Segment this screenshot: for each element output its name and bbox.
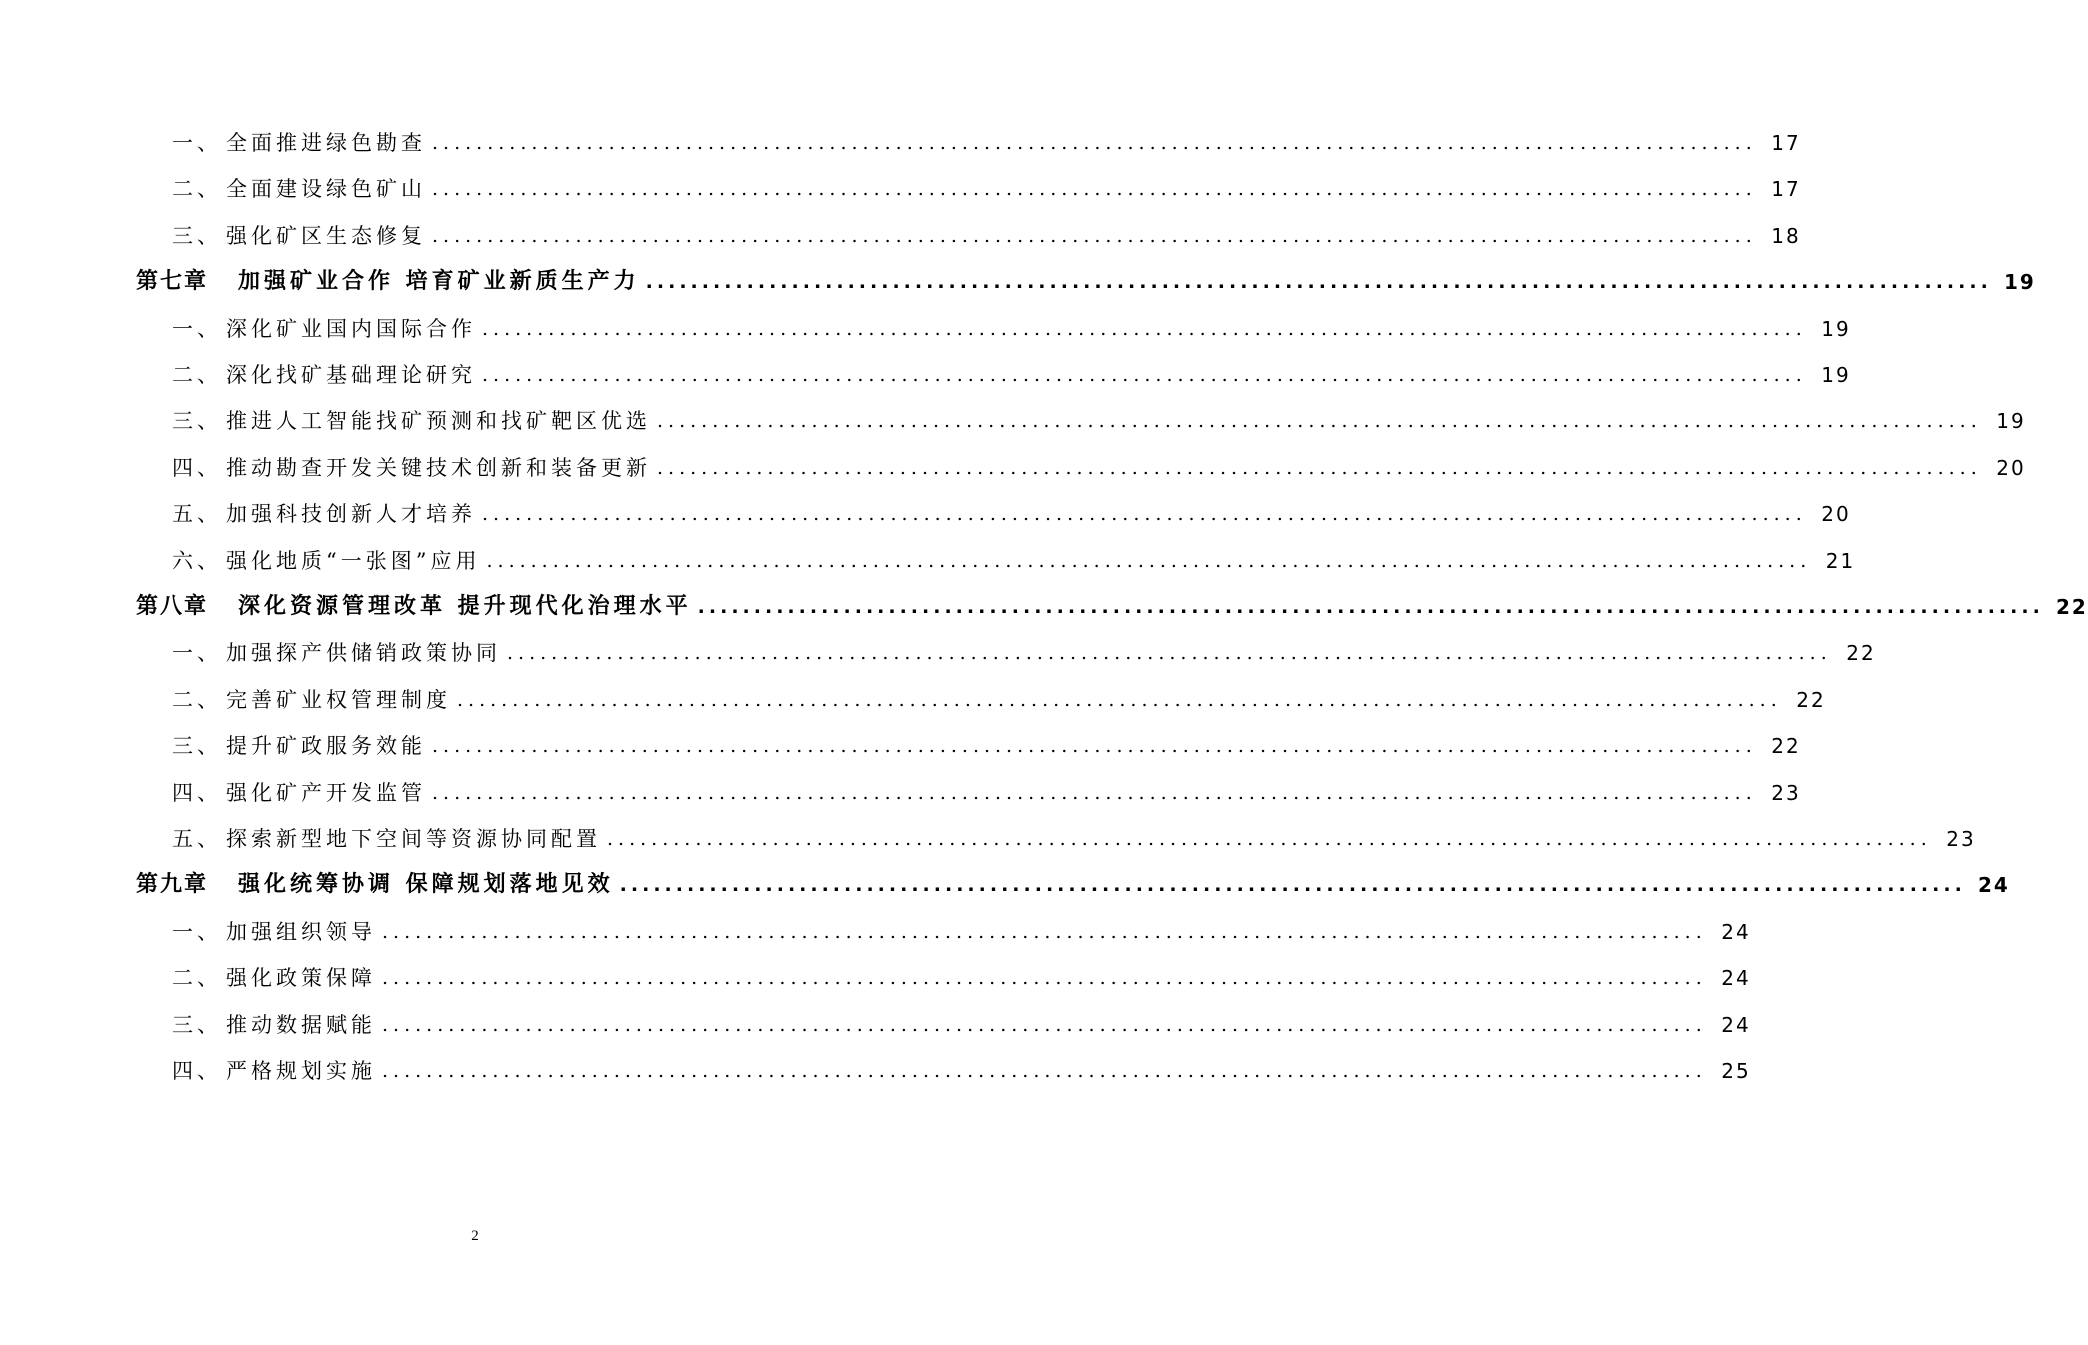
toc-section-entry[interactable] [0,397,2026,434]
toc-dot-leader: ........................................................................................................................ [507,642,1832,665]
toc-entry-page: 24 [1721,919,1751,944]
toc-entry-page: 23 [1946,827,1976,851]
toc-section-entry[interactable] [0,629,1876,666]
toc-entry-page: 22 [1796,687,1826,712]
toc-dot-leader: ........................................................................................................................ [482,317,1807,340]
toc-entry-page: 19 [1996,409,2026,434]
toc-dot-leader: ........................................................................................................................ [482,364,1807,386]
toc-entry-page: 19 [1821,363,1851,387]
toc-dot-leader: ........................................................................................................................ [619,874,1966,897]
toc-dot-leader: ........................................................................................................................ [645,271,1992,294]
toc-entry-title: 推动数据赋能 [226,1012,376,1037]
toc-entry-number: 二、 [172,687,222,712]
toc-chapter-entry[interactable] [0,258,2036,295]
toc-entry-page: 19 [2003,270,2036,295]
toc-entry-number: 四、 [172,1059,222,1083]
toc-entry-page: 18 [1771,223,1801,248]
toc-section-entry[interactable] [0,444,2026,480]
toc-entry-title: 强化统筹协调 保障规划落地见效 [238,872,614,898]
toc-dot-leader: ........................................................................................................................ [382,967,1707,990]
toc-entry-title: 深化资源管理改革 提升现代化治理水平 [238,594,692,619]
toc-entry-page: 22 [1771,734,1801,759]
toc-dot-leader: ........................................................................................................................ [657,410,1982,433]
toc-entry-title: 推进人工智能找矿预测和找矿靶区优选 [226,409,651,434]
toc-dot-leader: ........................................................................................................................ [382,1013,1707,1036]
toc-entry-number: 一、 [172,641,222,666]
toc-entry-title: 提升矿政服务效能 [226,734,426,759]
toc-section-entry[interactable] [0,908,1751,944]
toc-section-entry[interactable] [0,1047,1751,1083]
toc-entry-title: 推动勘查开发关键技术创新和装备更新 [226,455,651,480]
page-number: 2 [471,1228,479,1244]
toc-section-entry[interactable] [0,119,1801,155]
toc-section-entry[interactable] [0,212,1801,248]
toc-entry-page: 19 [1821,316,1851,341]
toc-entry-page: 23 [1771,780,1801,805]
toc-entry-page: 24 [1721,966,1751,991]
toc-entry-title: 强化矿区生态修复 [226,223,426,248]
toc-dot-leader: ........................................................................................................................ [382,920,1707,943]
toc-entry-title: 深化找矿基础理论研究 [226,363,476,387]
toc-dot-leader: ........................................................................................................................ [482,503,1807,526]
toc-entry-title: 严格规划实施 [226,1059,376,1083]
toc-entry-number: 第八章 [136,594,209,619]
toc-entry-title: 探索新型地下空间等资源协同配置 [226,827,601,851]
toc-entry-title: 强化矿产开发监管 [226,780,426,805]
toc-dot-leader: ........................................................................................................................ [486,549,1812,572]
toc-dot-leader: ........................................................................................................................ [657,456,1982,479]
toc-entry-number: 二、 [172,363,222,387]
toc-entry-number: 第九章 [136,872,209,898]
toc-entry-number: 三、 [172,409,222,434]
toc-section-entry[interactable] [0,676,1826,712]
toc-entry-title: 加强矿业合作 培育矿业新质生产力 [238,269,640,295]
toc-chapter-entry[interactable] [0,861,2010,898]
toc-entry-title: 加强科技创新人才培养 [226,502,476,527]
toc-entry-page: 24 [1721,1012,1751,1037]
toc-entry-title: 全面建设绿色矿山 [226,177,426,202]
toc-dot-leader: ........................................................................................................................ [432,178,1757,201]
toc-entry-number: 五、 [172,502,222,527]
toc-dot-leader: ........................................................................................................................ [432,781,1757,804]
toc-dot-leader: ........................................................................................................................ [432,132,1757,154]
toc-section-entry[interactable] [0,1001,1751,1037]
toc-entry-page: 22 [2055,595,2088,619]
toc-dot-leader: ........................................................................................................................ [697,596,2044,618]
toc-entry-number: 一、 [172,316,222,341]
toc-section-entry[interactable] [0,769,1801,805]
toc-entry-number: 六、 [172,548,222,573]
toc-section-entry[interactable] [0,815,1976,851]
toc-entry-number: 二、 [172,177,222,202]
toc-entry-page: 22 [1846,641,1876,666]
toc-entry-title: 全面推进绿色勘查 [226,131,426,155]
toc-entry-page: 17 [1771,177,1801,202]
toc-section-entry[interactable] [0,537,1856,573]
toc-entry-page: 24 [1977,873,2010,898]
toc-dot-leader: ........................................................................................................................ [457,688,1782,711]
toc-entry-title: 强化政策保障 [226,966,376,991]
toc-entry-number: 三、 [172,223,222,248]
toc-dot-leader: ........................................................................................................................ [382,1060,1707,1082]
toc-entry-page: 20 [1821,502,1851,527]
toc-entry-page: 20 [1996,455,2026,480]
toc-entry-page: 21 [1825,548,1856,573]
toc-section-entry[interactable] [0,954,1751,991]
toc-entry-title: 强化地质“一张图”应用 [226,548,481,573]
toc-dot-leader: ........................................................................................................................ [607,828,1932,850]
toc-chapter-entry[interactable] [0,583,2088,619]
toc-entry-number: 三、 [172,734,222,759]
toc-entry-number: 三、 [172,1012,222,1037]
toc-entry-title: 加强组织领导 [226,919,376,944]
toc-entry-number: 第七章 [136,269,209,295]
toc-entry-title: 加强探产供储销政策协同 [226,641,501,666]
toc-entry-number: 一、 [172,919,222,944]
toc-section-entry[interactable] [0,165,1801,202]
toc-dot-leader: ........................................................................................................................ [432,224,1757,247]
toc-entry-number: 五、 [172,827,222,851]
toc-section-entry[interactable] [0,351,1851,387]
toc-section-entry[interactable] [0,305,1851,341]
toc-entry-number: 二、 [172,966,222,991]
toc-entry-number: 一、 [172,131,222,155]
toc-section-entry[interactable] [0,722,1801,759]
toc-entry-title: 深化矿业国内国际合作 [226,316,476,341]
toc-entry-number: 四、 [172,455,222,480]
toc-entry-title: 完善矿业权管理制度 [226,687,451,712]
toc-entry-page: 25 [1721,1059,1751,1083]
toc-dot-leader: ........................................................................................................................ [432,735,1757,758]
toc-entry-number: 四、 [172,780,222,805]
toc-section-entry[interactable] [0,490,1851,527]
toc-entry-page: 17 [1771,131,1801,155]
